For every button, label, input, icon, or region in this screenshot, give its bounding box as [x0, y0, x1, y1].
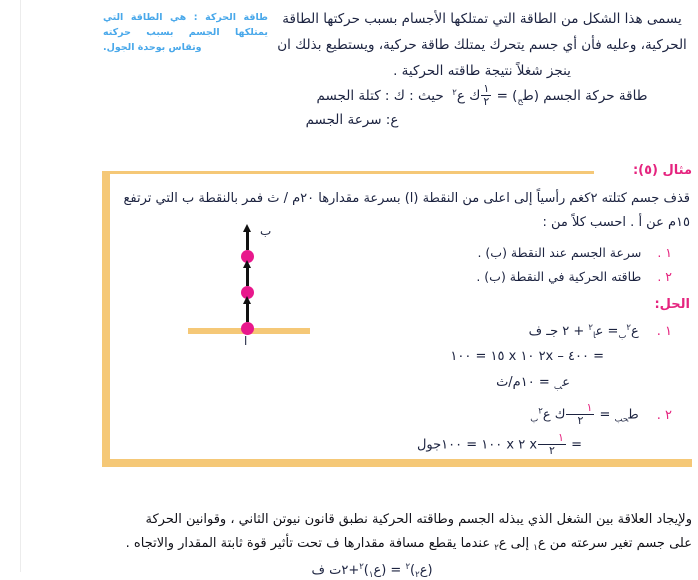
- bottom-eq-b: ): [410, 563, 416, 578]
- bottom-equation: [92, 562, 692, 580]
- solution-step-1-sub-a: ب: [618, 331, 627, 341]
- bottom-eq-sup-b: ٢: [405, 562, 411, 572]
- solution-label: الحل:: [654, 297, 690, 312]
- solution-step-2-frac-num: ١: [586, 401, 593, 414]
- solution-step-1: [529, 323, 672, 341]
- ke-formula-tail: ك ع: [456, 88, 481, 105]
- projectile-diagram: [180, 224, 320, 350]
- solution-step-1-sup-b: ٢: [588, 323, 593, 333]
- solution-step-2-calc: [417, 433, 582, 457]
- solution-step-2-calc-frac-den: ٢: [538, 444, 566, 457]
- solution-step-1-tail: + ٢ جـ ف: [528, 324, 585, 339]
- example-item-2: [476, 269, 672, 284]
- ke-formula-tail-sup: ٢: [452, 88, 457, 99]
- solution-step-2-calc-equals: =: [571, 437, 582, 453]
- solution-step-2-calc-tail: x ٢ x ١٠٠ = ١٠٠جول: [416, 437, 538, 453]
- ke-formula-lead-sub: ح: [517, 96, 523, 107]
- velocity-arrow-bottom-icon: [246, 302, 249, 322]
- diagram-label-point-b: ب: [260, 224, 272, 238]
- ke-fraction-numerator: ١: [483, 82, 490, 95]
- example-item-2-text: طاقته الحركية في النقطة (ب) .: [476, 269, 642, 284]
- example-item-1: [477, 245, 672, 260]
- bottom-line-2-a: على جسم تغير سرعته من ع: [537, 536, 692, 551]
- bottom-eq-sub-a: ٢: [415, 570, 420, 580]
- bottom-eq-sup-d: ٢: [359, 562, 364, 572]
- solution-step-1-result-lead: ع: [562, 375, 570, 390]
- solution-step-2-equals: =: [599, 407, 611, 423]
- example-item-2-number: ٢ .: [657, 269, 672, 284]
- ke-formula-lead: طاقة حركة الجسم (ط: [522, 88, 648, 105]
- solution-step-2-frac-den: ٢: [566, 414, 594, 427]
- example-question-line-1: قذف جسم كتلته ٢كغم رأسياً إلى اعلى من النقطة (ا) بسرعة مقدارها ٢٠م / ث فمر بالنقطة ب التي ترتفع: [123, 191, 690, 206]
- bottom-line-2: [92, 532, 692, 560]
- solution-step-2-sub: حب: [614, 414, 629, 425]
- bottom-eq-c: = (ع: [373, 563, 402, 578]
- example-bottom-rule: [102, 459, 692, 467]
- speed-definition: ع: سرعة الجسم: [305, 112, 399, 128]
- bottom-eq-e: +٢ت ف: [311, 563, 360, 578]
- solution-step-2-fraction: [566, 402, 594, 426]
- solution-step-2-lead: ط: [628, 407, 639, 423]
- bottom-eq-d: ): [363, 563, 369, 578]
- left-margin-rule: [20, 0, 21, 572]
- bottom-eq-sub-c: ١: [368, 570, 374, 580]
- diagram-label-point-a: ا: [244, 334, 248, 348]
- solution-step-2-k: ك ع: [542, 407, 566, 423]
- margin-definition-note: طاقة الحركة : هي الطاقة التي يمتلكها الجسم بسبب حركته وتقاس بوحدة الجول.: [103, 12, 268, 53]
- solution-step-2-sub2: ب: [530, 414, 539, 425]
- intro-line-3: ينجز شغلاً نتيجة طاقته الحركية .: [393, 63, 571, 79]
- bottom-line-2-c: عندما يقطع مسافة مقدارها ف تحت تأثير قوة ثابتة المقدار والاتجاه .: [125, 536, 491, 551]
- intro-line-2: الحركية، وعليه فأن أي جسم يتحرك يمتلك طاقة حركية، ويستطيع بذلك ان: [277, 37, 687, 53]
- kinetic-energy-formula: [272, 84, 692, 108]
- solution-step-1-calc: = ٤٠٠ – ٢x ١٠ x ١٥ = ١٠٠: [450, 349, 604, 364]
- solution-step-1-sup-a: ٢: [626, 323, 631, 333]
- object-dot-bottom: [241, 322, 254, 335]
- ke-formula-lead-close: ) =: [496, 88, 518, 105]
- example-title: مثال (٥):: [632, 163, 692, 178]
- intro-line-1: يسمى هذا الشكل من الطاقة التي تمتلكها الأجسام بسبب حركتها الطاقة: [282, 11, 682, 27]
- example-question-line-2: ١٥م عن أ . احسب كلاً من :: [542, 215, 690, 230]
- solution-step-1-sub-b: ا: [593, 331, 596, 341]
- velocity-arrow-top-icon: [246, 230, 249, 250]
- example-item-1-number: ١ .: [657, 245, 672, 260]
- ke-formula-where: حيث : ك : كتلة الجسم: [316, 88, 444, 105]
- solution-step-1-v: ع: [630, 324, 639, 339]
- bottom-line-2-sub-2: ٢: [494, 543, 499, 553]
- solution-step-2-calc-fraction: [538, 432, 566, 456]
- solution-step-1-result: [496, 375, 570, 392]
- solution-step-2-number: ٢ .: [656, 407, 672, 423]
- example-top-rule: [102, 171, 594, 174]
- intro-paragraph: [272, 6, 692, 84]
- example-item-1-text: سرعة الجسم عند النقطة (ب) .: [477, 245, 642, 260]
- bottom-eq-a: (ع: [419, 563, 433, 578]
- ke-fraction-denominator: ٢: [483, 94, 490, 108]
- bottom-line-2-sub-1: ١: [533, 543, 538, 553]
- solution-step-2-calc-frac-num: ١: [558, 431, 564, 444]
- solution-step-2: [530, 403, 672, 427]
- bottom-line-1: ولإيجاد العلاقة بين الشغل الذي يبذله الجسم وطاقته الحركية نطبق قانون نيوتن الثاني ، وقوانين الحركة: [145, 512, 692, 527]
- solution-step-1-result-tail: = ١٠م/ث: [496, 375, 550, 390]
- ke-fraction-one-half: [481, 83, 491, 107]
- bottom-paragraph: [92, 508, 692, 580]
- solution-step-1-result-sub: ب: [553, 382, 563, 392]
- solution-step-2-sup: ٢: [538, 406, 543, 417]
- solution-step-1-number: ١ .: [656, 324, 672, 339]
- bottom-line-2-b: إلى ع: [498, 536, 530, 551]
- example-left-rule: [102, 171, 110, 459]
- velocity-arrow-middle-icon: [246, 266, 249, 286]
- solution-step-1-eq: = ع: [595, 324, 619, 339]
